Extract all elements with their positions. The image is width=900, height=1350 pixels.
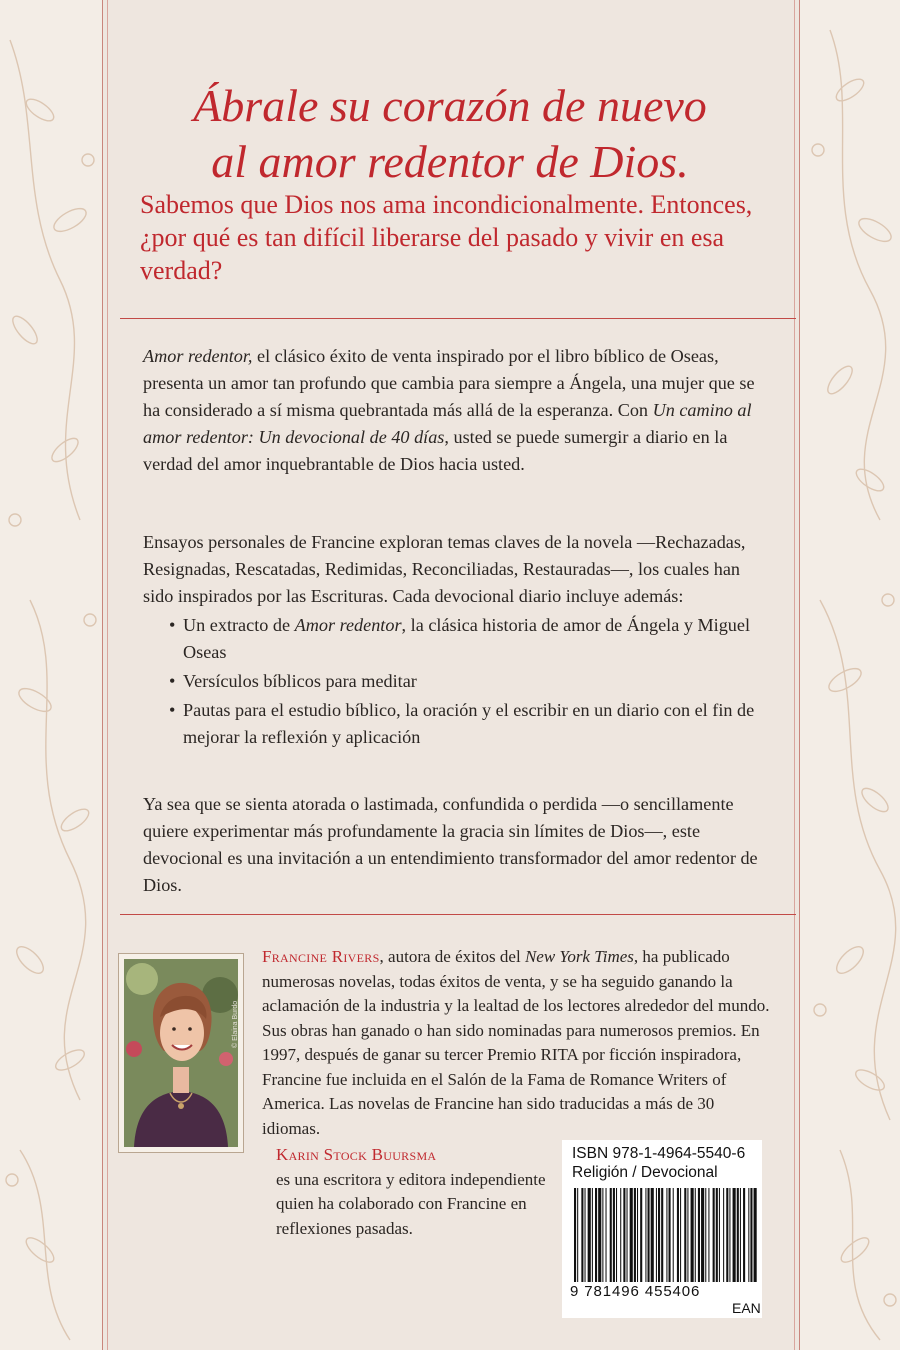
barcode-digits: 9 781496 455406 [570,1283,701,1300]
list-item: • Versículos bíblicos para meditar [173,668,773,695]
ean-label: EAN [732,1300,761,1316]
subheadline: Sabemos que Dios nos ama incondicionalmente. Entonces, ¿por qué es tan difícil liberarse del pasado y vivir en esa verdad? [140,190,753,285]
closing-paragraph: Ya sea que se sienta atorada o lastimada, confundida o perdida —o sencillamente quiere experimentar más profundamente la gracia sin límites de Dios—, este devocional es una invitación a un entendimiento transformador del amor redentor de Dios. [143,794,758,895]
headline-line-2: al amor redentor de Dios. [211,136,689,187]
essays-text: Ensayos personales de Francine exploran temas claves de la novela —Rechazadas, Resignadas, Rescatadas, Redimidas, Reconciliadas, Restauradas—, los cuales han sido inspirados por las Escrituras. Cada devocional diario incluye además: [143,532,746,606]
list-item: • Pautas para el estudio bíblico, la oración y el escribir en un diario con el fin de mejorar la reflexión y aplicación [173,697,773,751]
author-photo-frame [118,953,244,1153]
book-category: Religión / Devocional [572,1164,718,1181]
author-name-karin: Karin Stock Buursma [276,1145,437,1164]
essays-paragraph [143,529,773,751]
author-photo [124,959,238,1147]
intro-text-1: el clásico éxito de venta inspirado por el libro bíblico de Oseas, presenta un amor tan profundo que cambia para siempre a Ángela, una mujer que se ha considerado a sí misma quebrantada más allá de la esperanza. Con [143,346,755,420]
features-list [173,612,773,751]
divider-bottom [120,914,796,915]
intro-book-title: Un camino al amor redentor: Un devocional de 40 días [143,400,752,447]
intro-paragraph [143,343,773,478]
intro-title: Amor redentor, [143,346,253,366]
isbn-number: ISBN 978-1-4964-5540-6 [572,1145,746,1162]
headline [110,78,790,190]
divider-top [120,318,796,319]
barcode-icon [572,1188,758,1282]
headline-line-1: Ábrale su corazón de nuevo [193,80,707,131]
author-bio-karin-text: es una escritora y editora independiente quien ha colaborado con Francine en reflexiones pasadas. [276,1169,546,1238]
list-item: • Un extracto de Amor redentor, la clásica historia de amor de Ángela y Miguel Oseas [173,612,773,666]
barcode-box [562,1140,762,1318]
intro-text-2: , usted se puede sumergir a diario en la verdad del amor inquebrantable de Dios hacia usted. [143,427,728,474]
photo-credit: © Elaina Burdo [232,1000,239,1048]
author-name-francine: Francine Rivers [262,947,380,966]
author-bio-francine: Francine Rivers, autora de éxitos del New York Times, ha publicado numerosas novelas, todas éxitos de venta, y se ha seguido ganando la aclamación de la industria y la lealtad de los lectores alrededor del mundo. Sus obras han ganado o han sido nominadas para numerosos premios. En 1997, después de ganar su tercer Premio RITA por ficción inspiradora, Francine fue incluida en el Salón de la Fama de Romance Writers of America. Las novelas de Francine han sido traducidas a más de 30 idiomas. [262,947,770,1138]
author-bio-karin [276,1143,546,1241]
